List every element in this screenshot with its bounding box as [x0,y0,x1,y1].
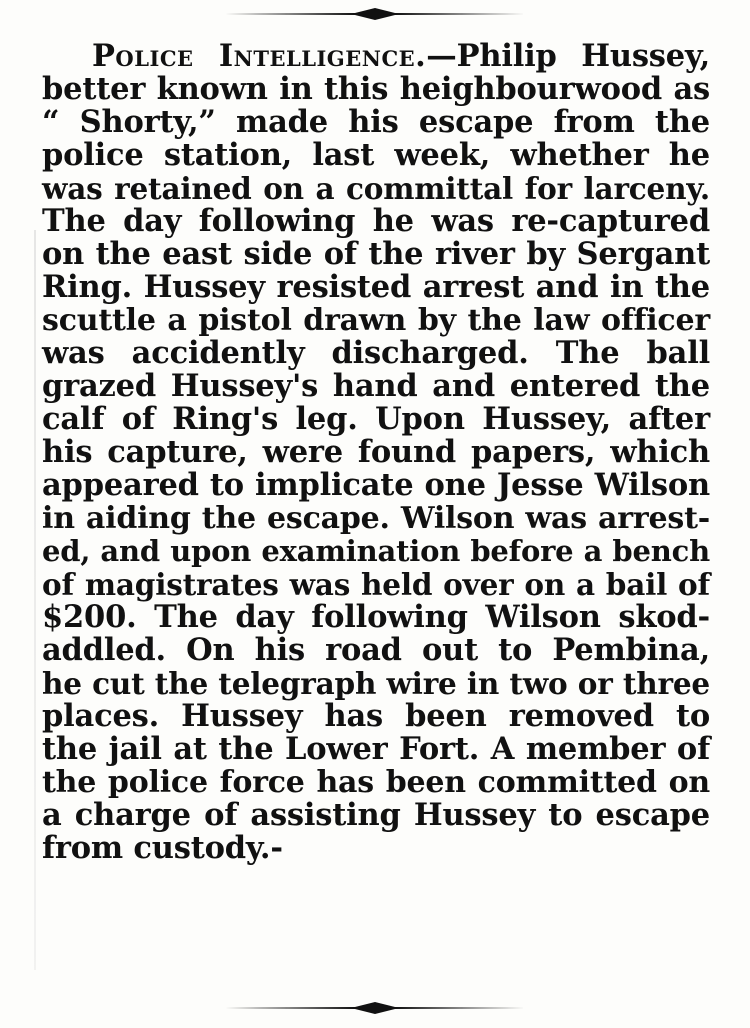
bottom-ornamental-rule [225,1002,525,1014]
article-line-5: was retained on a committal for larceny. [42,171,710,206]
article-headline: Police Intelligence. [92,38,427,74]
article-line-3: “ Shorty,” made his escape from the [42,104,710,140]
column-edge-shadow [34,230,36,970]
article-line-18: $200. The day following Wilson skod- [42,599,710,635]
article-line-17: of magistrates was held over on a bail of [42,567,710,602]
article-line-23: the police force has been committed on [42,765,710,800]
article-line-20: he cut the telegraph wire in two or three [42,666,710,701]
top-ornamental-rule [225,8,525,20]
article-line-21: places. Hussey has been removed to [42,698,710,734]
article-line-24: a charge of assisting Hussey to escape [42,797,710,833]
article-line-8: Ring. Hussey resisted arrest and in the [42,269,710,305]
article-line-10: was accidently discharged. The ball [42,335,710,371]
article-line-14: appeared to implicate one Jesse Wilson [42,467,710,503]
article-line-6: The day following he was re-captured [42,203,710,239]
article-line-9: scuttle a pistol drawn by the law officer [42,303,710,338]
article-body [42,40,710,865]
article-line-4: police station, last week, whether he [42,137,710,173]
article-line-25: from custody.- [42,830,283,866]
article-line-19: addled. On his road out to Pembina, [42,632,710,668]
article-line-22: the jail at the Lower Fort. A member of [42,731,710,767]
article-line-1-text: Philip Hussey, [456,38,710,74]
article-line-12: calf of Ring's leg. Upon Hussey, after [42,401,710,437]
article-line-15: in aiding the escape. Wilson was arrest- [42,501,710,536]
article-line-1 [42,40,710,73]
article-line-11: grazed Hussey's hand and entered the [42,368,710,404]
article-line-7: on the east side of the river by Sergant [42,236,710,272]
headline-dash: — [426,38,457,74]
article-line-2: better known in this heighbourwood as [42,71,710,107]
article-line-13: his capture, were found papers, which [42,434,710,470]
article-line-16: ed, and upon examination before a bench [42,534,710,568]
